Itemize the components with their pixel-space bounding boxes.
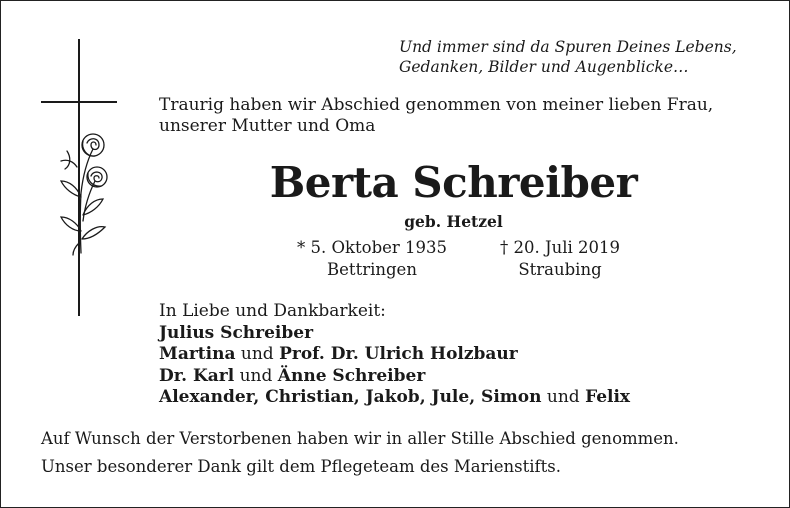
quote: [399, 37, 737, 77]
family-name: Prof. Dr. Ulrich Holzbaur: [279, 344, 518, 364]
death-place: Straubing: [518, 260, 602, 279]
family-row: [159, 366, 630, 388]
birth-place: Bettringen: [327, 260, 417, 279]
family-name: Julius Schreiber: [159, 322, 314, 343]
closing-line-2: Unser besonderer Dank gilt dem Pflegeteam des Marienstifts.: [41, 457, 561, 476]
family-name: Alexander, Christian, Jakob, Jule, Simon: [159, 387, 542, 407]
quote-line-1: Und immer sind da Spuren Deines Lebens,: [399, 38, 737, 56]
family-conjunction: und: [240, 344, 274, 364]
family-heading: In Liebe und Dankbarkeit:: [159, 301, 386, 321]
family-name: Felix: [585, 387, 631, 407]
death-date: † 20. Juli 2019: [499, 238, 620, 257]
cross-bar: [41, 101, 117, 103]
family-row: [159, 323, 630, 345]
intro-line-1: Traurig haben wir Abschied genommen von meiner lieben Frau,: [159, 95, 714, 115]
closing-text: [41, 425, 679, 481]
quote-line-2: Gedanken, Bilder und Augenblicke…: [399, 58, 689, 76]
family-name: Dr. Karl: [159, 365, 235, 386]
family-row: [159, 387, 630, 409]
maiden-name: geb. Hetzel: [404, 212, 503, 231]
family-name: Änne Schreiber: [277, 365, 426, 386]
family-name: Martina: [159, 344, 236, 364]
family-conjunction: und: [546, 387, 580, 407]
death-info: [485, 237, 635, 281]
intro-text: [159, 95, 713, 137]
family-row: [159, 344, 630, 366]
intro-line-2: unserer Mutter und Oma: [159, 116, 376, 136]
birth-date: * 5. Oktober 1935: [297, 238, 448, 257]
family-list: [159, 301, 630, 409]
birth-info: [297, 237, 447, 281]
closing-line-1: Auf Wunsch der Verstorbenen haben wir in aller Stille Abschied genommen.: [41, 429, 679, 448]
family-conjunction: und: [239, 365, 273, 386]
deceased-name: Berta Schreiber: [269, 158, 638, 207]
